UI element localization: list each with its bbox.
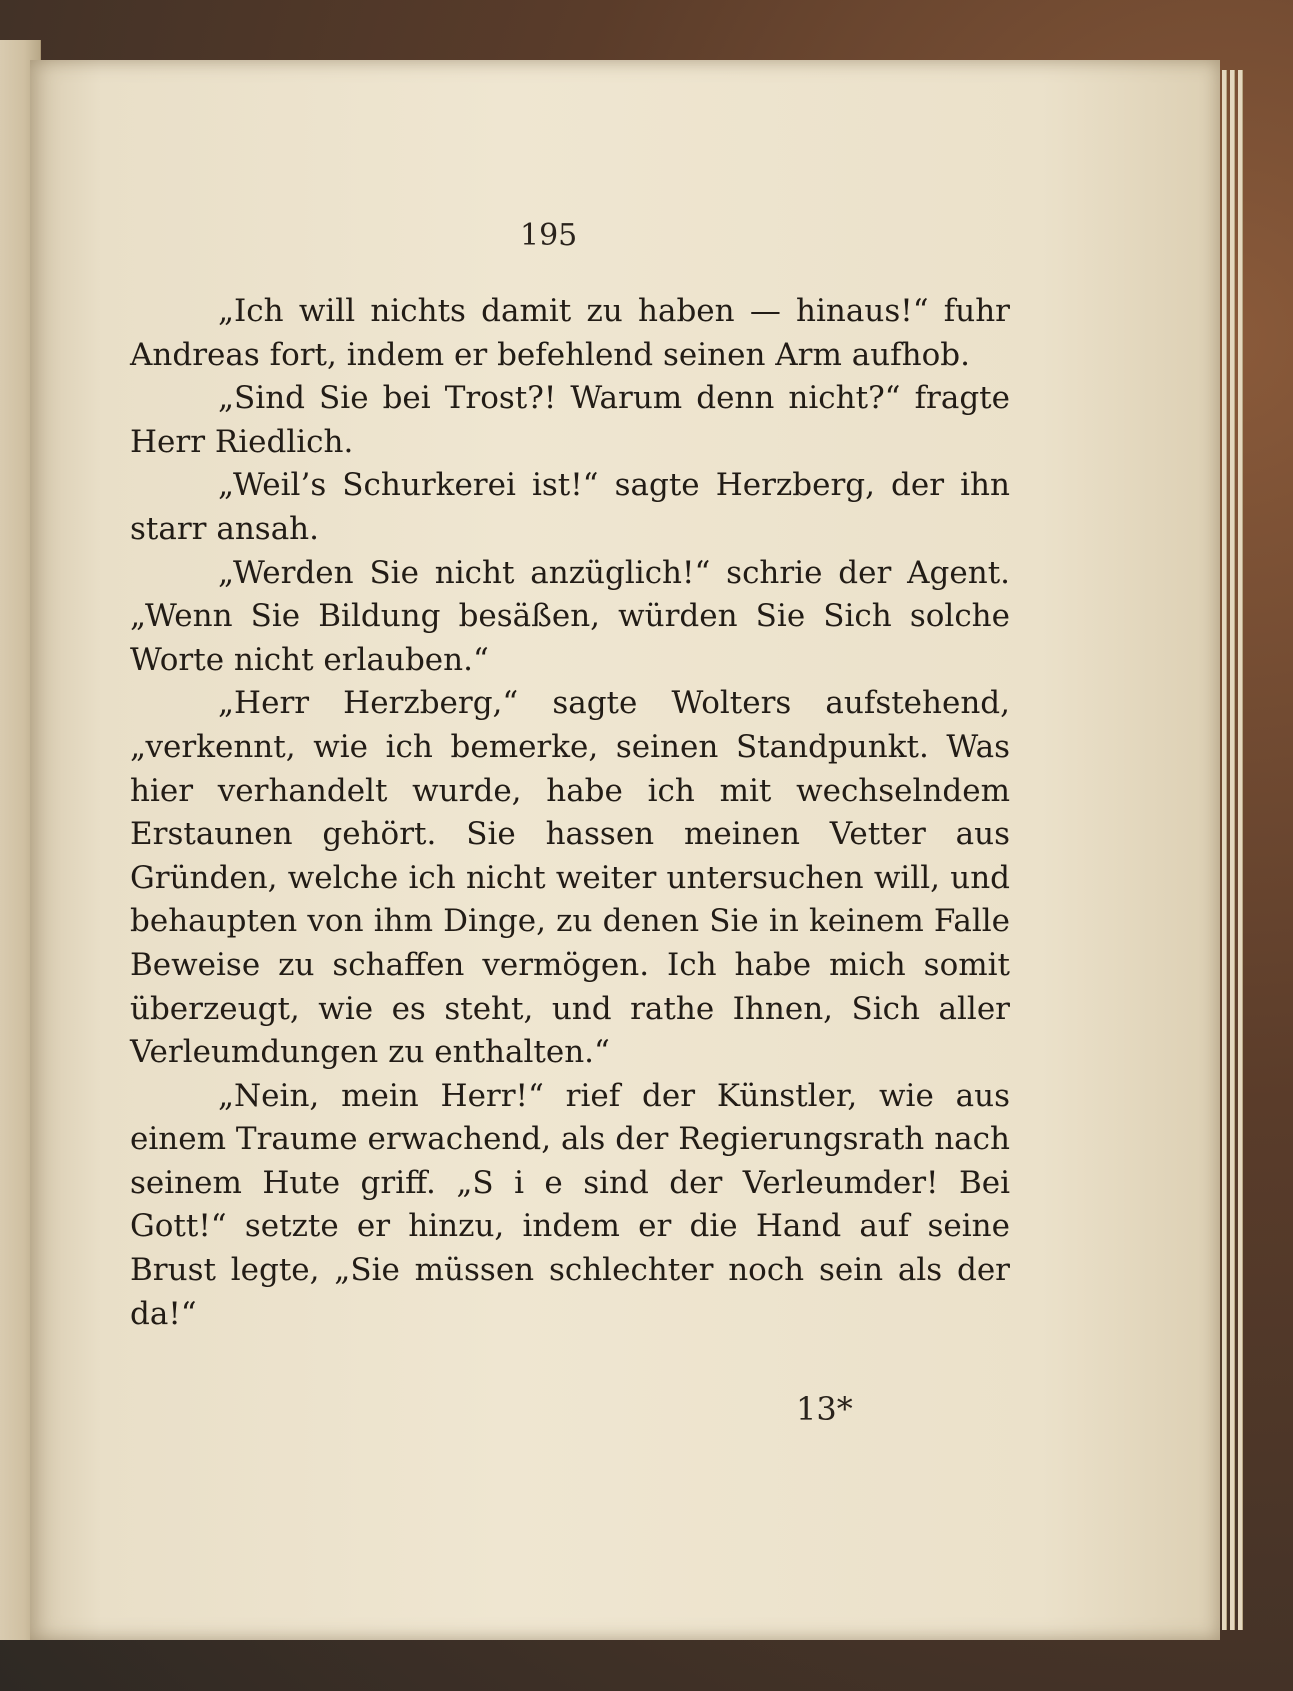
paragraph: „Herr Herzberg,“ sagte Wolters aufstehend, „verkennt, wie ich bemerke, seinen Standpunkt. Was hier verhandelt wurde, habe ich mit wechselndem Erstaunen gehört. Sie hassen meinen Vetter aus Gründen, welche ich nicht weiter untersuchen will, und behaupten von ihm Dinge, zu denen Sie in keinem Falle Beweise zu schaffen vermögen. Ich habe mich somit überzeugt, wie es steht, und rathe Ihnen, Sich aller Verleumdungen zu enthalten.“	[130, 685, 1010, 1071]
page-stack-edge	[1238, 70, 1243, 1630]
paragraph: „Nein, mein Herr!“ rief der Künstler, wie aus einem Traume erwachend, als der Regierungsrath nach seinem Hute griff. „S i e sind der Verleumder! Bei Gott!“ setzte er hinzu, indem er die Hand auf seine Brust legte, „Sie müssen schlechter noch sein als der da!“	[130, 1077, 1010, 1332]
page-stack-edge	[1230, 70, 1235, 1630]
paragraph: „Ich will nichts damit zu haben — hinaus!“ fuhr Andreas fort, indem er befehlend seinen Arm aufhob.	[130, 293, 1010, 373]
paragraph: „Werden Sie nicht anzüglich!“ schrie der Agent. „Wenn Sie Bildung besäßen, würden Sie Sich solche Worte nicht erlauben.“	[130, 554, 1010, 678]
sheet-signature: 13*	[796, 1390, 853, 1428]
paragraph: „Weil’s Schurkerei ist!“ sagte Herzberg, der ihn starr ansah.	[130, 467, 1010, 547]
page-text	[130, 290, 1010, 1336]
page-stack-edge	[1222, 70, 1227, 1630]
paragraph: „Sind Sie bei Trost?! Warum denn nicht?“ fragte Herr Riedlich.	[130, 380, 1010, 460]
page-number: 195	[520, 218, 578, 253]
